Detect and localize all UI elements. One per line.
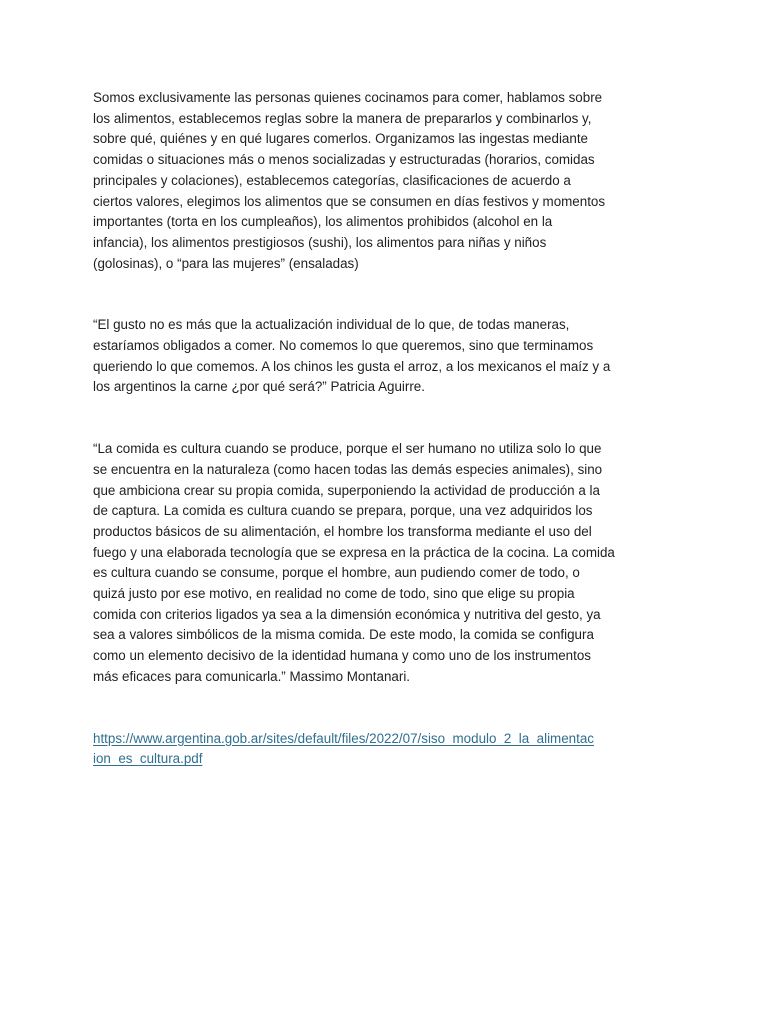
text-line: los alimentos, establecemos reglas sobre la manera de prepararlos y combinarlos y,	[93, 110, 592, 126]
text-line: principales y colaciones), establecemos categorías, clasificaciones de acuerdo a	[93, 172, 571, 188]
text-line: productos básicos de su alimentación, el hombre los transforma mediante el uso del	[93, 523, 592, 539]
text-line: de captura. La comida es cultura cuando se prepara, porque, una vez adquiridos los	[93, 503, 593, 519]
text-line: ciertos valores, elegimos los alimentos que se consumen en días festivos y momentos	[93, 193, 606, 209]
text-line: sea a valores simbólicos de la misma comida. De este modo, la comida se configura	[93, 627, 594, 643]
source-link-line[interactable]: https://www.argentina.gob.ar/sites/default/files/2022/07/siso_modulo_2_la_alimentac	[93, 730, 594, 746]
text-line: fuego y una elaborada tecnología que se expresa en la práctica de la cocina. La comida	[93, 544, 615, 560]
source-link[interactable]	[93, 729, 677, 770]
paragraph-food-practices	[93, 88, 677, 274]
quote-aguirre	[93, 315, 677, 398]
document-body	[93, 88, 677, 770]
paragraph-spacer	[93, 688, 677, 729]
text-line: Somos exclusivamente las personas quienes cocinamos para comer, hablamos sobre	[93, 90, 603, 105]
text-line: más eficaces para comunicarla.” Massimo Montanari.	[93, 668, 411, 684]
text-line: como un elemento decisivo de la identidad humana y como uno de los instrumentos	[93, 648, 591, 664]
text-line: queriendo lo que comemos. A los chinos les gusta el arroz, a los mexicanos el maíz y a	[93, 358, 611, 374]
text-line: quizá justo por ese motivo, en realidad no come de todo, sino que elige su propia	[93, 586, 575, 602]
text-line: (golosinas), o “para las mujeres” (ensaladas)	[93, 255, 359, 271]
text-line: comidas o situaciones más o menos socializadas y estructuradas (horarios, comidas	[93, 152, 595, 168]
paragraph-spacer	[93, 398, 677, 439]
text-line: que ambiciona crear su propia comida, superponiendo la actividad de producción a la	[93, 482, 600, 498]
quote-montanari	[93, 439, 677, 687]
text-line: “La comida es cultura cuando se produce, porque el ser humano no utiliza solo lo que	[93, 441, 602, 457]
source-link-line[interactable]: ion_es_cultura.pdf	[93, 751, 203, 767]
text-line: es cultura cuando se consume, porque el hombre, aun pudiendo comer de todo, o	[93, 565, 580, 581]
text-line: se encuentra en la naturaleza (como hacen todas las demás especies animales), sino	[93, 461, 603, 477]
text-line: estaríamos obligados a comer. No comemos lo que queremos, sino que terminamos	[93, 338, 594, 354]
text-line: “El gusto no es más que la actualización individual de lo que, de todas maneras,	[93, 317, 570, 333]
text-line: importantes (torta en los cumpleaños), los alimentos prohibidos (alcohol en la	[93, 214, 553, 230]
text-line: comida con criterios ligados ya sea a la dimensión económica y nutritiva del gesto, ya	[93, 606, 601, 622]
text-line: infancia), los alimentos prestigiosos (sushi), los alimentos para niñas y niños	[93, 234, 547, 250]
text-line: los argentinos la carne ¿por qué será?” Patricia Aguirre.	[93, 379, 425, 395]
paragraph-spacer	[93, 274, 677, 315]
text-line: sobre qué, quiénes y en qué lugares comerlos. Organizamos las ingestas mediante	[93, 131, 588, 147]
